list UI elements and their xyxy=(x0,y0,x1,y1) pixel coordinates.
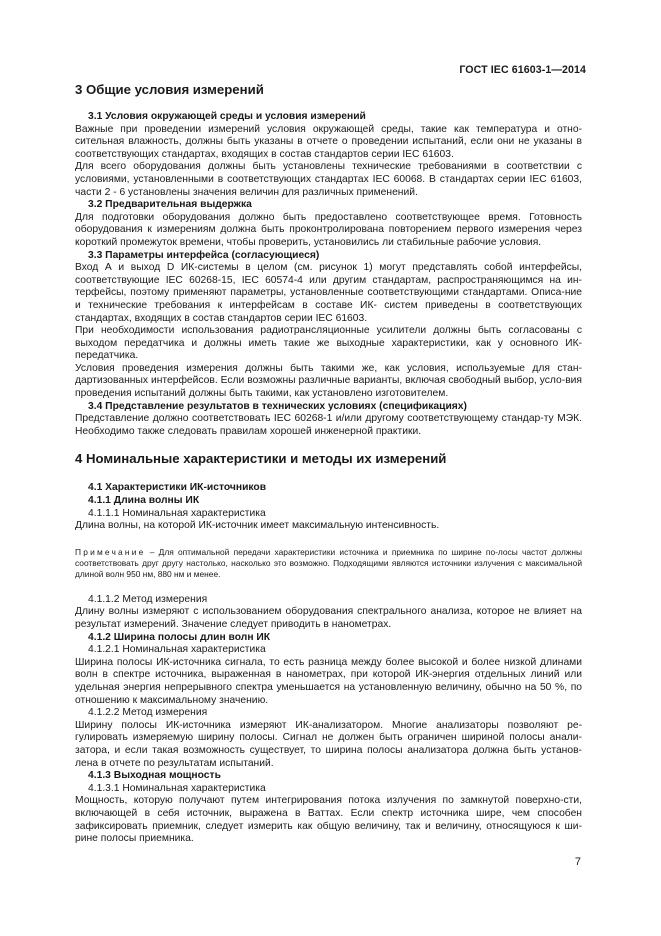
section-3-title: 3 Общие условия измерений xyxy=(75,82,264,97)
page-number: 7 xyxy=(574,856,581,868)
section-4-1-1-2-title: 4.1.1.2 Метод измерения xyxy=(88,593,208,605)
section-4-title: 4 Номинальные характеристики и методы их измерений xyxy=(75,451,447,467)
section-4-1-1-1-title: 4.1.1.1 Номинальная характеристика xyxy=(88,507,266,519)
section-3-3-paragraph-2: При необходимости использования радиотрансляционные усилители должны быть согласованы с выходом передатчика и должны иметь такие же выходные характеристики, как у основного ИК-передатчика. xyxy=(75,325,582,362)
section-3-3-paragraph-1: Вход А и выход D ИК-системы в целом (см. рисунок 1) могут представлять собой интерфейсы, соответствующие IEC 60268-15, IEC 60574-4 или другим стандартам, распространяющимся на ин-терфейсы, поэтому применяют параметры, установленные соответствующими стандартами. Описа-ние и технические требования к интерфейсам в составе ИК- систем приведены в соответствующих стандартах, входящих в состав стандартов серии IEC 61603. xyxy=(75,262,582,324)
page-content xyxy=(75,81,582,846)
section-4-1-2-2-paragraph: Ширину полосы ИК-источника измеряют ИК-анализатором. Многие анализаторы позволяют ре-гулировать измеряемую ширину полосы. Сигнал не должен быть ограничен шириной полосы анали-затора, и если такая возможность существует, то ширина полосы анализатора должна быть установ-лена в отчете по результатам испытаний. xyxy=(75,719,582,769)
section-3-2-title: 3.2 Предварительная выдержка xyxy=(88,199,252,211)
note-label: Примечание xyxy=(75,546,146,557)
section-4-1-2-1-paragraph: Ширина полосы ИК-источника сигнала, то есть разница между более высокой и более низкой длинами волн в спектре источника, выраженная в нанометрах, при которой ИК-энергия отдельных линий или удельная энергия непрерывного спектра уменьшается на установленную величину, обычно на 50 %, по отношению к максимальному значению. xyxy=(75,656,582,706)
section-4-1-title: 4.1 Характеристики ИК-источников xyxy=(88,482,267,494)
section-4-1-2-2-title: 4.1.2.2 Метод измерения xyxy=(88,707,208,719)
note-text: – Для оптимальной передачи характеристики источника и приемника по ширине по-лосы частот должны соответствовать друг другу настолько, насколько это возможно. Подходящими являются источники излучения с максимальной длиной волн 950 нм, 880 нм и менее. xyxy=(75,546,582,579)
section-3-3-paragraph-3: Условия проведения измерения должны быть такими же, как условия, используемые для стан-дартизованных интерфейсов. Если возможны различные варианты, включая свободный выбор, усло-вия проведения испытаний должны быть такими, как установлено изготовителем. xyxy=(75,362,582,400)
section-4-1-3-1-paragraph: Мощность, которую получают путем интегрирования потока излучения по замкнутой поверхно-сти, включающей в себя источник, выражена в Ваттах. Если спектр источника шире, чем способен зафиксировать приемник, следует измерить как общую величину, так и величину, относящуюся к ши-рине полосы приемника. xyxy=(75,795,582,845)
section-3-4-title: 3.4 Представление результатов в технических условиях (спецификациях) xyxy=(88,400,467,412)
section-4-1-1-1-paragraph: Длина волны, на которой ИК-источник имеет максимальную интенсивность. xyxy=(75,520,440,532)
standard-header: ГОСТ IEC 61603-1—2014 xyxy=(459,64,586,76)
section-4-1-2-1-title: 4.1.2.1 Номинальная характеристика xyxy=(88,644,266,656)
section-3-1-paragraph-1: Важные при проведении измерений условия окружающей среды, такие как температура и отно-сительная влажность, должны быть указаны в отчете о проведении испытаний, если они не указаны в соответствующих стандартах, входящих в состав стандартов серии IEC 61603. xyxy=(75,123,582,160)
section-3-1-paragraph-2: Для всего оборудования должны быть установлены технические требованиями в соответствии с условиями, установленными в соответствующих стандартах IEC 60068. В стандартах серии IEC 61603, части 2 - 6 установлены значения величин для различных применений. xyxy=(75,161,582,198)
section-3-1-title: 3.1 Условия окружающей среды и условия измерений xyxy=(88,111,366,122)
section-4-1-2-title: 4.1.2 Ширина полосы длин волн ИК xyxy=(88,631,271,643)
section-3-2-paragraph-1: Для подготовки оборудования должно быть предоставлено соответствующее время. Готовность оборудования к измерениям должна быть проконтролирована повторением первого измерения через короткий промежуток времени, чтобы проверить, установились ли стабильные рабочие условия. xyxy=(75,211,582,248)
section-3-3-title: 3.3 Параметры интерфейса (согласующиеся) xyxy=(88,249,320,261)
section-4-1-3-title: 4.1.3 Выходная мощность xyxy=(88,770,221,782)
note xyxy=(75,547,582,580)
section-3-4-paragraph-1: Представление должно соответствовать IEC 60268-1 и/или другому соответствующему стандар-ту МЭК. Необходимо также следовать правилам хорошей инженерной практики. xyxy=(75,413,582,437)
section-4-1-1-title: 4.1.1 Длина волны ИК xyxy=(88,495,200,507)
section-4-1-3-1-title: 4.1.3.1 Номинальная характеристика xyxy=(88,782,266,794)
section-4-1-1-2-paragraph: Длину волны измеряют с использованием оборудования спектрального анализа, которое не влияет на результат измерений. Значение следует приводить в нанометрах. xyxy=(75,606,582,630)
